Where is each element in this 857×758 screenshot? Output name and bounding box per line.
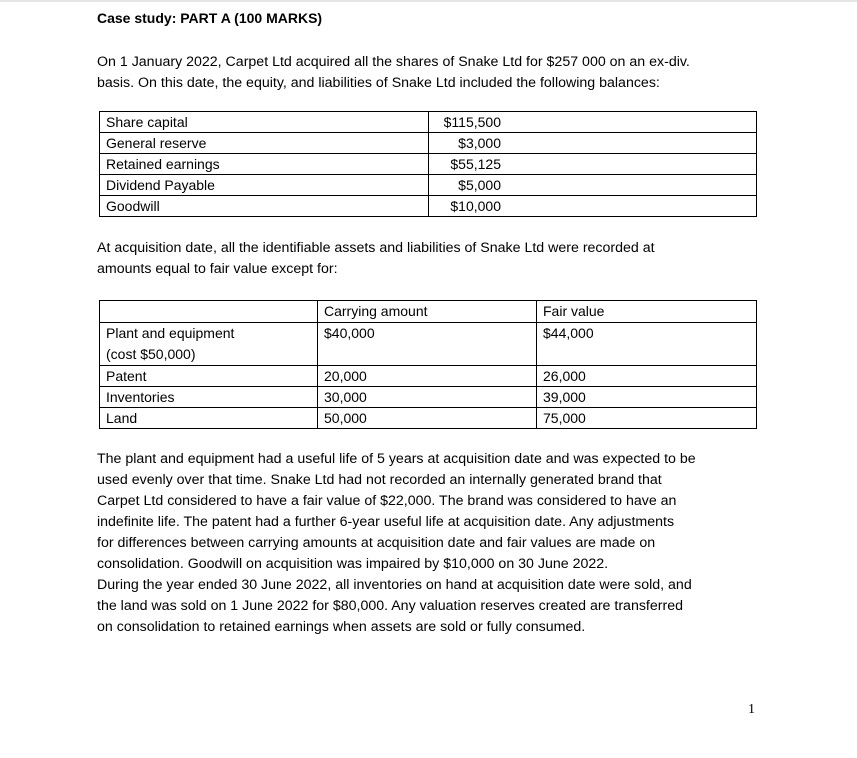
table-row: [100, 366, 757, 387]
case-study-heading: Case study: PART A (100 MARKS): [97, 10, 323, 26]
table-row: [100, 175, 757, 196]
balance-label: Goodwill: [100, 196, 429, 217]
table-row: [100, 112, 757, 133]
header-fair-value: Fair value: [537, 301, 757, 323]
body-line: for differences between carrying amounts at acquisition date and fair values are made on: [97, 535, 656, 551]
balance-label: General reserve: [100, 133, 429, 154]
fair-value: 39,000: [537, 387, 757, 408]
table-row: [100, 133, 757, 154]
body-line: During the year ended 30 June 2022, all inventories on hand at acquisition date were sold, and: [97, 577, 692, 593]
balance-amount: $55,125: [429, 154, 757, 175]
body-paragraph: [97, 449, 696, 638]
carrying-amount: 50,000: [318, 408, 537, 429]
asset-label-line: Plant and equipment: [106, 325, 235, 341]
intro-line: basis. On this date, the equity, and liabilities of Snake Ltd included the following balances:: [97, 75, 660, 91]
fair-value-table: [99, 300, 757, 429]
table-row: [100, 196, 757, 217]
balance-label: Share capital: [100, 112, 429, 133]
body-line: used evenly over that time. Snake Ltd had not recorded an internally generated brand that: [97, 472, 662, 488]
balances-table: [99, 111, 757, 217]
top-rule: [0, 0, 857, 2]
balance-amount: $3,000: [429, 133, 757, 154]
fair-value-intro: [97, 238, 655, 280]
body-line: the land was sold on 1 June 2022 for $80,000. Any valuation reserves created are transferred: [97, 598, 683, 614]
carrying-amount: $40,000: [318, 323, 537, 366]
table-row: [100, 387, 757, 408]
balance-amount: $10,000: [429, 196, 757, 217]
balance-label: Retained earnings: [100, 154, 429, 175]
table-row: [100, 154, 757, 175]
fair-value-intro-line: At acquisition date, all the identifiable assets and liabilities of Snake Ltd were recorded at: [97, 240, 655, 256]
asset-label: Patent: [100, 366, 318, 387]
header-item: [100, 301, 318, 323]
body-line: on consolidation to retained earnings when assets are sold or fully consumed.: [97, 619, 586, 635]
intro-line: On 1 January 2022, Carpet Ltd acquired all the shares of Snake Ltd for $257 000 on an ex-div.: [97, 54, 690, 70]
fair-value: $44,000: [537, 323, 757, 366]
asset-label-line: (cost $50,000): [106, 346, 196, 362]
page-number: 1: [748, 702, 755, 717]
intro-paragraph: [97, 52, 690, 94]
header-carrying-amount: Carrying amount: [318, 301, 537, 323]
balance-label: Dividend Payable: [100, 175, 429, 196]
asset-label: Inventories: [100, 387, 318, 408]
table-row: [100, 323, 757, 366]
table-header-row: [100, 301, 757, 323]
body-line: consolidation. Goodwill on acquisition was impaired by $10,000 on 30 June 2022.: [97, 556, 609, 572]
body-line: indefinite life. The patent had a further 6-year useful life at acquisition date. Any adjustments: [97, 514, 675, 530]
balance-amount: $115,500: [429, 112, 757, 133]
body-line: The plant and equipment had a useful life of 5 years at acquisition date and was expected to be: [97, 451, 696, 467]
fair-value-intro-line: amounts equal to fair value except for:: [97, 261, 338, 277]
fair-value: 26,000: [537, 366, 757, 387]
balance-amount: $5,000: [429, 175, 757, 196]
carrying-amount: 20,000: [318, 366, 537, 387]
asset-label: Land: [100, 408, 318, 429]
asset-label: [100, 323, 318, 366]
table-row: [100, 408, 757, 429]
body-line: Carpet Ltd considered to have a fair value of $22,000. The brand was considered to have an: [97, 493, 677, 509]
fair-value: 75,000: [537, 408, 757, 429]
carrying-amount: 30,000: [318, 387, 537, 408]
